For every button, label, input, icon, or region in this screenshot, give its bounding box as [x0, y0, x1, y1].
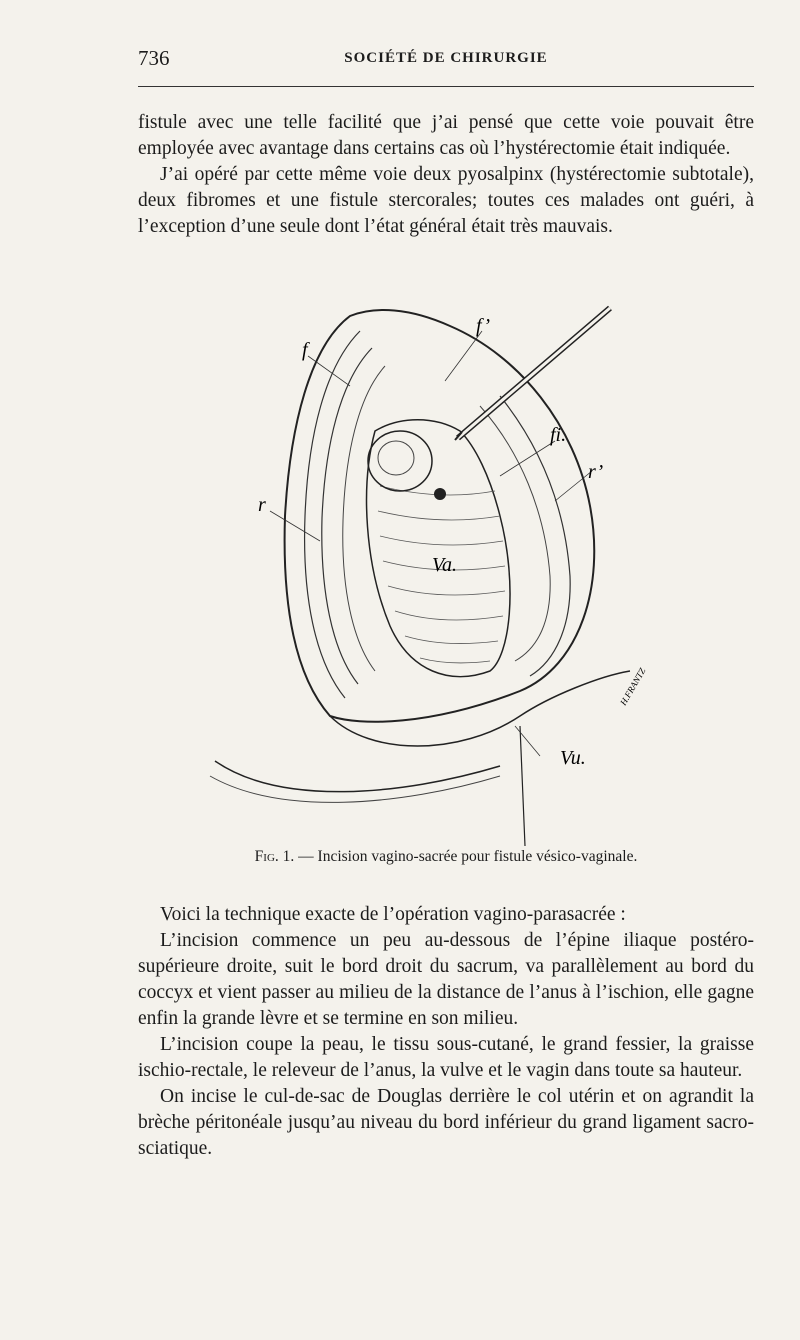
- label-f: f: [302, 339, 308, 361]
- running-head: SOCIÉTÉ DE CHIRURGIE: [344, 50, 548, 66]
- label-vu: Vu.: [560, 747, 586, 769]
- paragraph: Voici la technique exacte de l’opération vagino-parasacrée :: [160, 904, 626, 925]
- label-r: r: [258, 494, 266, 516]
- label-f-prime: f’: [476, 315, 491, 337]
- paragraph: J’ai opéré par cette même voie deux pyosalpinx (hystérectomie subtotale), deux fibromes et une fistule stercorales; toutes ces malades ont guéri, à l’exception d’une seule dont l’état général était très mauvais.: [138, 164, 754, 237]
- figure-caption: [138, 848, 754, 866]
- paragraph: L’incision coupe la peau, le tissu sous-cutané, le grand fessier, la graisse ischio-rectale, le releveur de l’anus, la vulve et le vagin dans toute sa hauteur.: [138, 1034, 754, 1081]
- body-text-bottom: [138, 902, 754, 1162]
- body-text-top: [138, 110, 754, 240]
- label-va: Va.: [432, 554, 457, 576]
- label-fi: fi.: [550, 424, 567, 446]
- header-rule: [138, 86, 754, 87]
- paragraph: On incise le cul-de-sac de Douglas derrière le col utérin et on agrandit la brèche péritonéale jusqu’au niveau du bord inférieur du grand ligament sacro-sciatique.: [138, 1086, 754, 1159]
- caption-text: — Incision vagino-sacrée pour fistule vésico-vaginale.: [298, 848, 638, 865]
- anatomical-figure: [200, 286, 648, 846]
- paragraph: L’incision commence un peu au-dessous de l’épine iliaque postéro-supérieure droite, suit le bord droit du sacrum, va parallèlement au bord du coccyx et vient passer au milieu de la distance de l’anus à l’ischion, elle gagne enfin la grande lèvre et se termine en son milieu.: [138, 930, 754, 1029]
- illustrator-signature: H.FRANTZ: [618, 666, 648, 707]
- page-header: [138, 46, 754, 74]
- label-r-prime: r’: [588, 461, 604, 483]
- page-number: 736: [138, 46, 170, 70]
- paragraph: fistule avec une telle facilité que j’ai pensé que cette voie pouvait être employée avec avantage dans certains cas où l’hystérectomie était indiquée.: [138, 112, 754, 159]
- figure-illustration: [200, 286, 648, 846]
- caption-number: Fig. 1.: [254, 848, 295, 865]
